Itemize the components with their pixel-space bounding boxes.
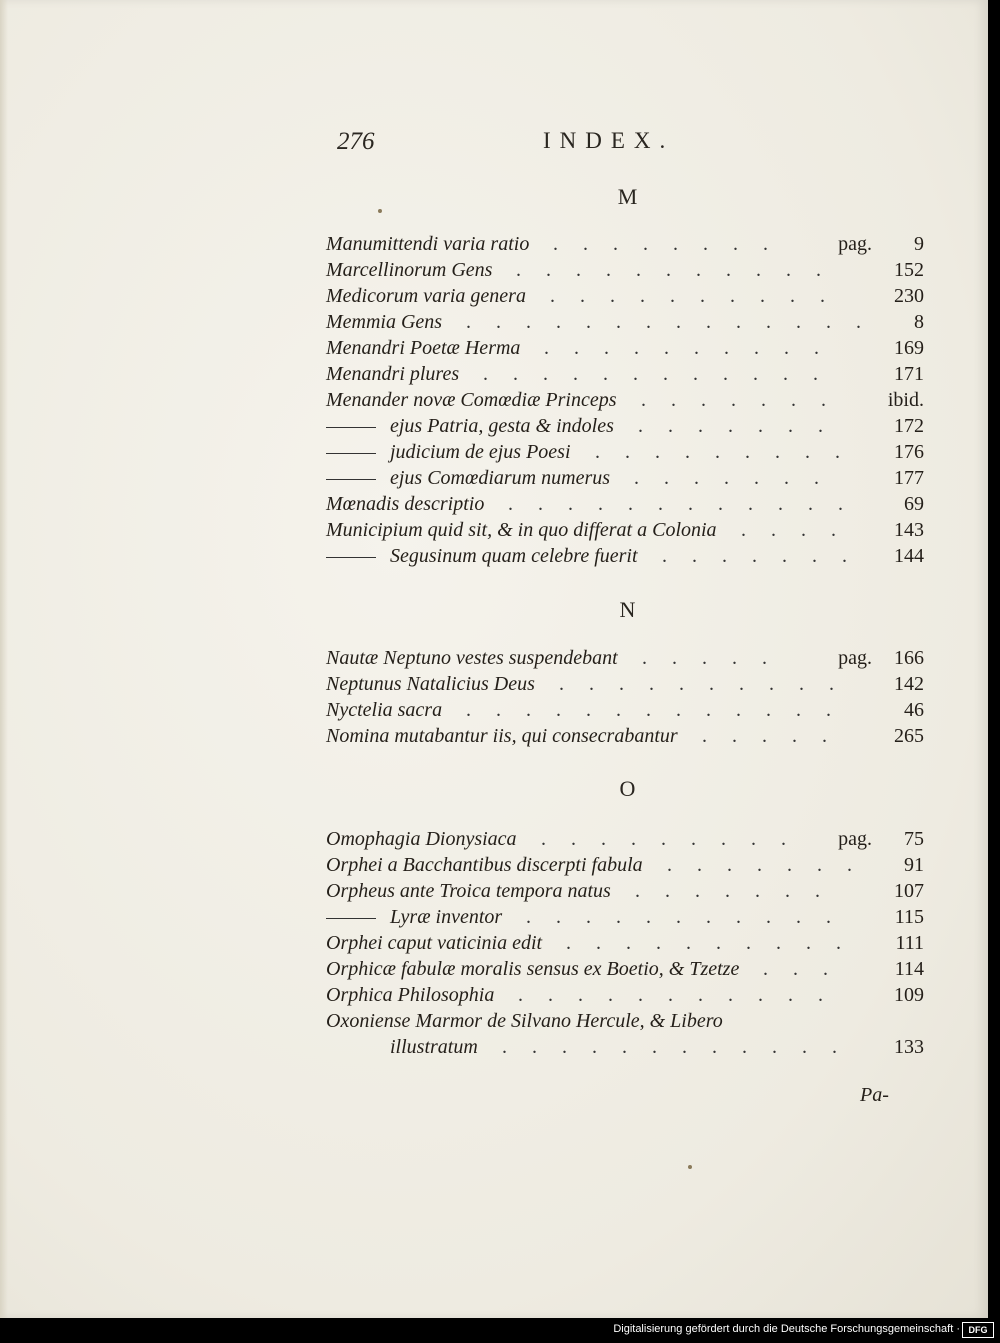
digitization-footer <box>0 1318 1000 1343</box>
dot-leader: . . . . . . . . . . . . <box>508 493 843 515</box>
index-entry <box>326 1036 924 1062</box>
ditto-dash <box>326 918 376 919</box>
index-entry <box>326 647 924 673</box>
index-entry <box>326 828 924 854</box>
entry-text: Orphicæ fabulæ moralis sensus ex Boetio, & Tzetze <box>326 958 740 980</box>
pag-abbreviation: pag. <box>838 647 872 669</box>
dot-leader: . . . . . . . <box>635 880 820 902</box>
entry-text: Nyctelia sacra <box>326 699 443 721</box>
entry-page-number: 143 <box>894 519 924 541</box>
index-entry <box>326 880 924 906</box>
dot-leader: . . . . . . . . . . . . . <box>466 699 831 721</box>
index-entry <box>326 673 924 699</box>
entry-page-number: 172 <box>894 415 924 437</box>
entry-text: judicium de ejus Poesi <box>390 441 571 463</box>
dot-leader: . . . . . . . . . . . . . . <box>466 311 861 333</box>
entry-page-number: 133 <box>894 1036 924 1058</box>
entry-page-number: 169 <box>894 337 924 359</box>
entry-text: Orphica Philosophia <box>326 984 495 1006</box>
entry-text: Menandri Poetæ Herma <box>326 337 521 359</box>
entry-text: Menander novæ Comœdiæ Princeps <box>326 389 617 411</box>
entry-page-number: 230 <box>894 285 924 307</box>
dot-leader: . . . . . . . . . . <box>550 285 825 307</box>
dot-leader: . . . <box>763 958 828 980</box>
dot-leader: . . . . . . . . . . <box>544 337 819 359</box>
paper-speck <box>378 209 382 213</box>
dot-leader: . . . . . . . . . <box>595 441 840 463</box>
entry-page-number: 91 <box>904 854 924 876</box>
index-entries <box>326 828 924 1062</box>
entry-page-number: 152 <box>894 259 924 281</box>
dot-leader: . . . . . . . <box>638 415 823 437</box>
entry-text: Segusinum quam celebre fuerit <box>390 545 638 567</box>
entry-text: Neptunus Natalicius Deus <box>326 673 535 695</box>
dot-leader: . . . . . . . . . . . <box>516 259 821 281</box>
entry-page-number: 109 <box>894 984 924 1006</box>
ditto-dash <box>326 453 376 454</box>
footer-credit: Digitalisierung gefördert durch die Deutsche Forschungsgemeinschaft · <box>613 1323 960 1335</box>
entry-text: Manumittendi varia ratio <box>326 233 530 255</box>
entry-page-number: 111 <box>895 932 924 954</box>
index-entry <box>326 285 924 311</box>
dot-leader: . . . . . . . . . . . . <box>502 1036 837 1058</box>
entry-page-number: 166 <box>894 647 924 669</box>
index-entry <box>326 233 924 259</box>
dot-leader: . . . . . . . . <box>553 233 768 255</box>
dot-leader: . . . . . . . . . . <box>559 673 834 695</box>
dot-leader: . . . . . . . . . <box>541 828 786 850</box>
index-entry <box>326 984 924 1010</box>
index-entry <box>326 854 924 880</box>
entry-text: Lyræ inventor <box>390 906 503 928</box>
dot-leader: . . . . . . . <box>634 467 819 489</box>
index-entries <box>326 647 924 751</box>
entry-text: Municipium quid sit, & in quo differat a Colonia <box>326 519 717 541</box>
dot-leader: . . . . . <box>642 647 767 669</box>
index-entry <box>326 906 924 932</box>
entry-page-number: 46 <box>904 699 924 721</box>
entry-page-number: 176 <box>894 441 924 463</box>
entry-text: Orphei caput vaticinia edit <box>326 932 543 954</box>
entry-text: illustratum <box>390 1036 478 1058</box>
index-entry <box>326 1010 924 1036</box>
entry-page-number: 142 <box>894 673 924 695</box>
entry-page-number: 8 <box>914 311 924 333</box>
entry-text: Oxoniense Marmor de Silvano Hercule, & Libero <box>326 1010 723 1032</box>
index-entry <box>326 545 924 571</box>
entry-text: Marcellinorum Gens <box>326 259 493 281</box>
entry-page-number: ibid. <box>887 389 924 411</box>
index-entry <box>326 958 924 984</box>
index-entry <box>326 415 924 441</box>
index-entry <box>326 441 924 467</box>
index-entry <box>326 932 924 958</box>
entry-text: Menandri plures <box>326 363 460 385</box>
index-entry <box>326 467 924 493</box>
index-entry <box>326 389 924 415</box>
entry-text: Memmia Gens <box>326 311 443 333</box>
index-entry <box>326 699 924 725</box>
dot-leader: . . . . . . . . . . . <box>518 984 823 1006</box>
entry-page-number: 107 <box>894 880 924 902</box>
index-entry <box>326 311 924 337</box>
entry-text: Nomina mutabantur iis, qui consecrabantur <box>326 725 678 747</box>
ditto-dash <box>326 557 376 558</box>
index-entry <box>326 259 924 285</box>
entry-page-number: 265 <box>894 725 924 747</box>
section-letter: N <box>619 597 636 622</box>
entry-page-number: 69 <box>904 493 924 515</box>
index-entry <box>326 725 924 751</box>
paper-speck <box>688 1165 692 1169</box>
pag-abbreviation: pag. <box>838 828 872 850</box>
dot-leader: . . . . . <box>702 725 827 747</box>
dfg-logo-icon: DFG <box>962 1322 994 1338</box>
entry-text: Nautæ Neptuno vestes suspendebant <box>326 647 618 669</box>
entry-text: Orphei a Bacchantibus discerpti fabula <box>326 854 643 876</box>
pag-abbreviation: pag. <box>838 233 872 255</box>
entry-text: ejus Patria, gesta & indoles <box>390 415 614 437</box>
entry-page-number: 114 <box>894 958 924 980</box>
entry-page-number: 115 <box>894 906 924 928</box>
entry-text: ejus Comœdiarum numerus <box>390 467 611 489</box>
entry-text: Mœnadis descriptio <box>326 493 485 515</box>
entry-text: Medicorum varia genera <box>326 285 526 307</box>
dot-leader: . . . . . . . <box>662 545 847 567</box>
ditto-dash <box>326 479 376 480</box>
running-title: INDEX. <box>543 128 675 153</box>
entry-page-number: 9 <box>914 233 924 255</box>
ditto-dash <box>326 427 376 428</box>
dot-leader: . . . . . . . . . . . . <box>483 363 818 385</box>
catchword: Pa- <box>860 1084 889 1106</box>
dot-leader: . . . . <box>741 519 836 541</box>
entry-text: Omophagia Dionysiaca <box>326 828 517 850</box>
dot-leader: . . . . . . . <box>641 389 826 411</box>
section-letter: M <box>617 184 638 209</box>
index-entry <box>326 493 924 519</box>
index-entry <box>326 337 924 363</box>
dot-leader: . . . . . . . . . . <box>566 932 841 954</box>
entry-page-number: 75 <box>904 828 924 850</box>
page-header <box>0 128 988 162</box>
index-entries <box>326 233 924 571</box>
dot-leader: . . . . . . . <box>667 854 852 876</box>
index-entry <box>326 519 924 545</box>
entry-page-number: 144 <box>894 545 924 567</box>
entry-page-number: 177 <box>894 467 924 489</box>
dot-leader: . . . . . . . . . . . <box>526 906 831 928</box>
entry-text: Orpheus ante Troica tempora natus <box>326 880 611 902</box>
page-number: 276 <box>337 128 375 155</box>
section-letter: O <box>619 776 636 801</box>
entry-page-number: 171 <box>894 363 924 385</box>
index-entry <box>326 363 924 389</box>
